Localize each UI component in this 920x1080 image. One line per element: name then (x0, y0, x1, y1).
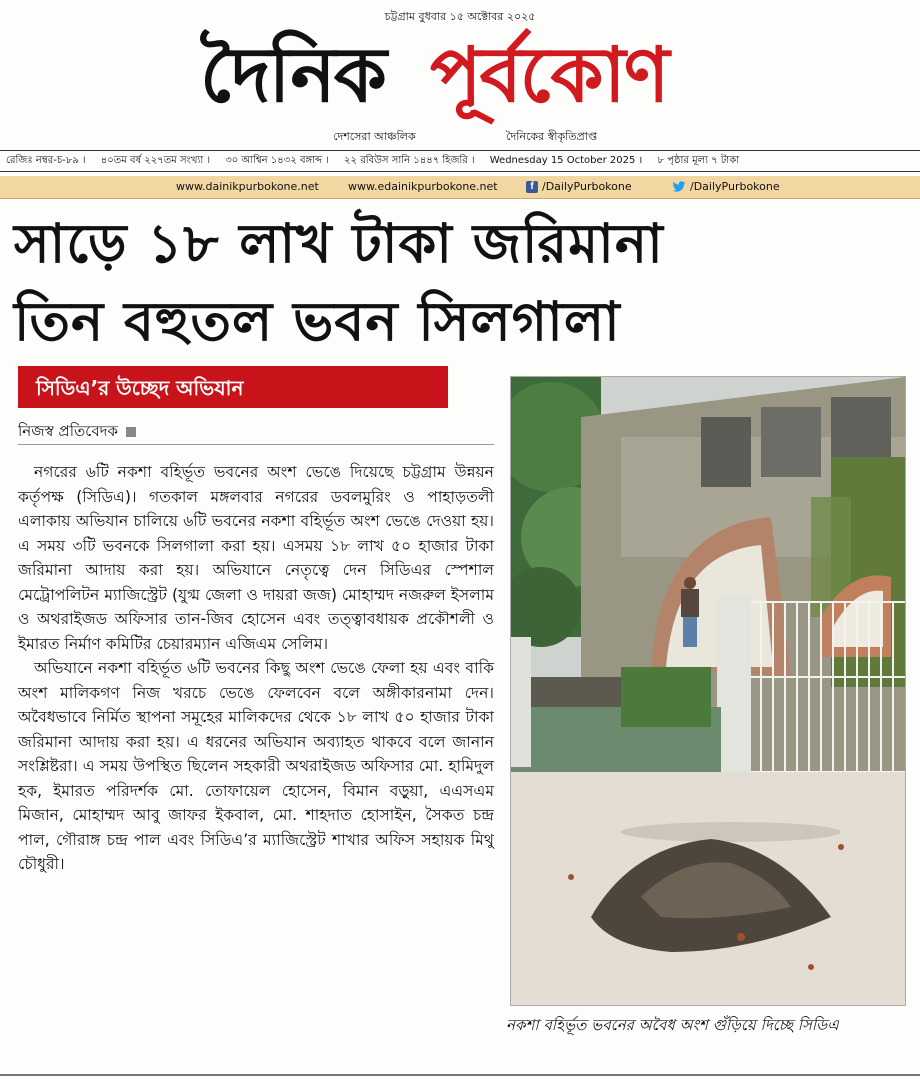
bottom-divider (0, 1074, 920, 1076)
twitter-icon (672, 181, 686, 193)
headline-line-1: সাড়ে ১৮ লাখ টাকা জরিমানা (14, 212, 664, 275)
headline-line-2: তিন বহুতল ভবন সিলগালা (14, 290, 621, 353)
twitter-link[interactable]: /DailyPurbokone (672, 176, 780, 198)
volume-number: ৪০তম বর্ষ ২২৭তম সংখ্যা । (100, 155, 211, 166)
tagline-right: দৈনিকের স্বীকৃতিপ্রাপ্ত (506, 130, 597, 143)
link-bar (0, 176, 920, 199)
kicker-text: সিডিএ’র উচ্ছেদ অভিযান (36, 376, 244, 400)
hijri-date: ২২ রবিউস সানি ১৪৪৭ হিজরি । (344, 155, 475, 166)
article-body (18, 460, 494, 877)
masthead-red: পূর্বকোণ (430, 30, 668, 119)
photo-caption: নকশা বহির্ভূত ভবনের অবৈধ অংশ গুঁড়িয়ে দিচ্ছে সিডিএ (506, 1016, 839, 1034)
registration-number: রেজিঃ নম্বর-চ-৮৯ । (6, 155, 86, 166)
square-icon (126, 427, 136, 437)
masthead-black: দৈনিক (200, 30, 385, 119)
epaper-link[interactable]: www.edainikpurbokone.net (348, 180, 498, 193)
info-row (0, 150, 920, 172)
facebook-link[interactable]: f /DailyPurbokone (526, 176, 632, 198)
english-date: Wednesday 15 October 2025 । (489, 155, 643, 166)
bangla-date: ৩০ আশ্বিন ১৪৩২ বঙ্গাব্দ । (225, 155, 329, 166)
divider (18, 444, 494, 445)
dateline: চট্টগ্রাম বুধবার ১৫ অক্টোবর ২০২৫ (384, 10, 536, 23)
paragraph: অভিযানে নকশা বহির্ভূত ৬টি ভবনের কিছু অংশ ভেঙে ফেলা হয় এবং বাকি অংশ মালিকগণ নিজ খরচে ভেঙে ফেলবেন বলে অঙ্গীকারনামা দেন। অবৈধভাবে নির্মিত স্থাপনা সমূহের মালিকদের থেকে ১৮ লাখ ৫০ হাজার টাকা জরিমানা আদায় করা হয়। এ ধরনের অভিযান অব্যাহত থাকবে বলে জানান সংশ্লিষ্টরা। এ সময় উপস্থিত ছিলেন সহকারী অথরাইজড অফিসার মো. হামিদুল হক, ইমারত পরিদর্শক মো. তোফায়েল হোসেন, বিমান বড়ুয়া, এএসএম মিজান, মোহাম্মদ আবু জাফর ইকবাল, মো. শাহদাত হোসাইন, সৈকত চন্দ্র পাল, গৌরাঙ্গ চন্দ্র পাল এবং সিডিএ’র ম্যাজিস্ট্রেট শাখার অফিস সহায়ক মিথু চৌধুরী। (18, 659, 494, 873)
price: ৮ পৃষ্ঠার মূল্য ৭ টাকা (657, 155, 740, 166)
paragraph: নগরের ৬টি নকশা বহির্ভূত ভবনের অংশ ভেঙে দিয়েছে চট্টগ্রাম উন্নয়ন কর্তৃপক্ষ (সিডিএ)। গতকাল মঙ্গলবার নগরের ডবলমুরিং ও পাহাড়তলী এলাকায় অভিযান চালিয়ে ৬টি ভবনের নকশা বহির্ভূত অংশ ভেঙে দেওয়া হয়। এ সময় ৩টি ভবনকে সিলগালা করা হয়। এসময় ১৮ লাখ ৫০ হাজার টাকা জরিমানা আদায় করা হয়। অভিযানে নেতৃত্বে দেন সিডিএর স্পেশাল মেট্রোপলিটন ম্যাজিস্ট্রেট (যুগ্ম জেলা ও দায়রা জজ) মোহাম্মদ নজরুল ইসলাম ও অথরাইজড অফিসার তান-জিব হোসেন এবং তত্ত্বাবধায়ক প্রকৌশলী ও ইমারত নির্মাণ কমিটির চেয়ারম্যান এজিএম সেলিম। (18, 463, 494, 653)
news-photo (510, 376, 906, 1006)
website-link[interactable]: www.dainikpurbokone.net (176, 180, 319, 193)
demolition-scene-image (511, 377, 905, 1005)
tagline-left: দেশসেরা আঞ্চলিক (333, 130, 416, 143)
masthead (0, 30, 920, 120)
facebook-icon: f (526, 181, 538, 193)
byline: নিজস্ব প্রতিবেদক (18, 420, 136, 445)
kicker-banner (18, 366, 448, 408)
